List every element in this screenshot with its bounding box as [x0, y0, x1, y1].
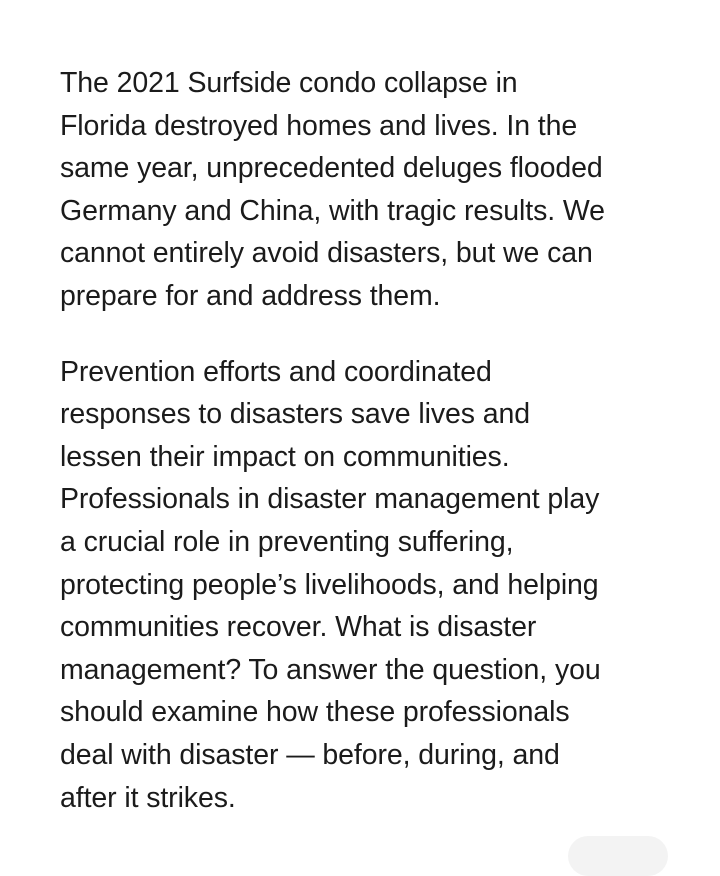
text-line: management? To answer the question, you	[60, 653, 601, 686]
text-line: should examine how these professionals	[60, 696, 570, 729]
floating-pill-button[interactable]	[568, 836, 668, 876]
text-line: responses to disasters save lives and	[60, 398, 530, 431]
text-line: after it strikes.	[60, 781, 236, 814]
text-line: Professionals in disaster management play	[60, 483, 600, 516]
paragraph-1	[60, 62, 700, 318]
text-line: Prevention efforts and coordinated	[60, 355, 492, 388]
article-body	[60, 62, 700, 819]
text-line: same year, unprecedented deluges flooded	[60, 152, 603, 185]
text-line: cannot entirely avoid disasters, but we can	[60, 237, 593, 270]
paragraph-2	[60, 351, 700, 820]
text-line: Germany and China, with tragic results. We	[60, 194, 605, 227]
text-line: deal with disaster — before, during, and	[60, 738, 560, 771]
text-line: communities recover. What is disaster	[60, 611, 537, 644]
text-line: Florida destroyed homes and lives. In the	[60, 109, 578, 142]
text-line: a crucial role in preventing suffering,	[60, 525, 514, 558]
text-line: lessen their impact on communities.	[60, 440, 510, 473]
text-line: protecting people’s livelihoods, and helping	[60, 568, 599, 601]
text-line: The 2021 Surfside condo collapse in	[60, 67, 518, 99]
text-line: prepare for and address them.	[60, 279, 441, 312]
